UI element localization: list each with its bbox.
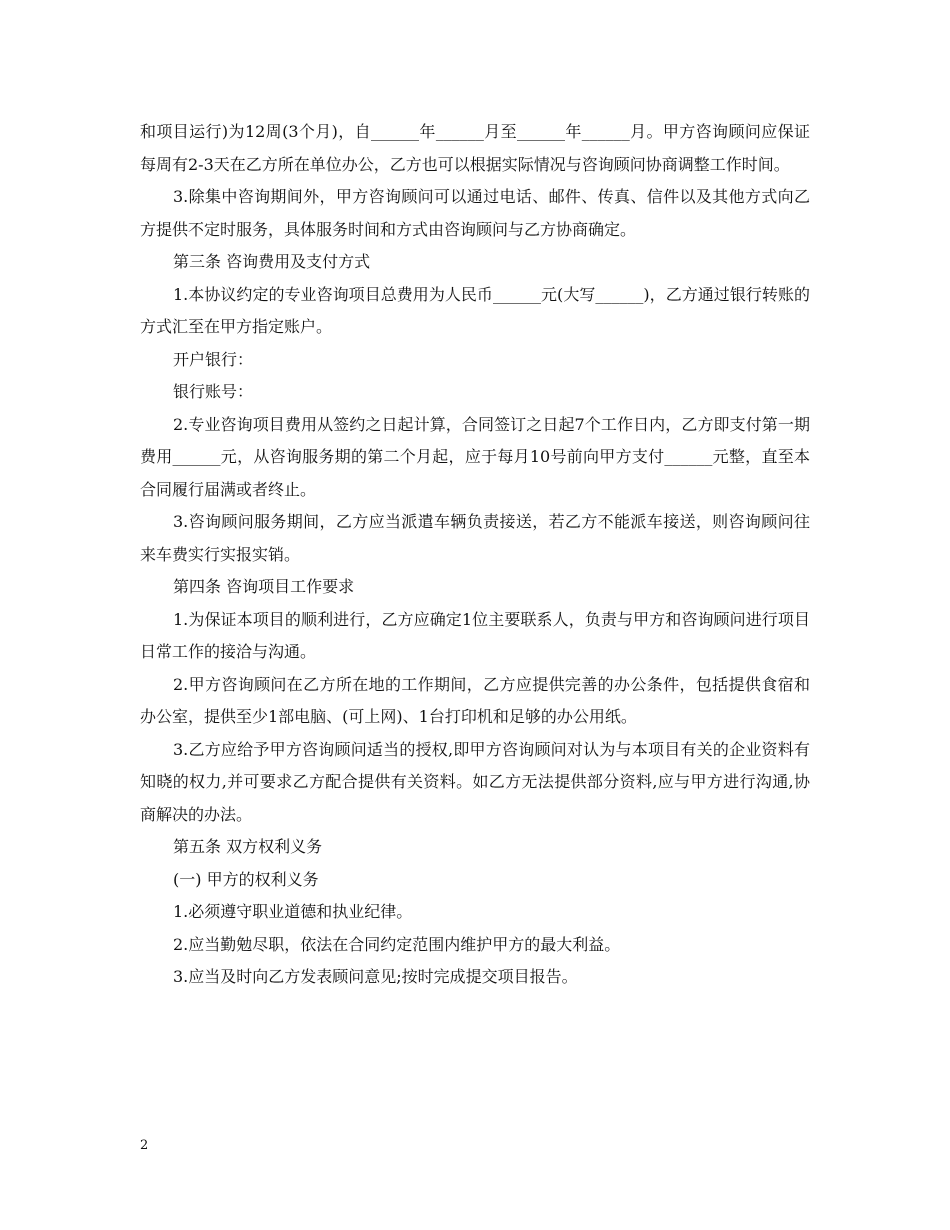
section-heading: 第四条 咨询项目工作要求 bbox=[173, 577, 355, 596]
paragraph: 银行账号： bbox=[173, 382, 254, 401]
section-heading: 第五条 双方权利义务 bbox=[173, 837, 323, 856]
paragraph: 3.乙方应给予甲方咨询顾问适当的授权,即甲方咨询顾问对认为与本项目有关的企业资料有知晓的权力,并可要求乙方配合提供有关资料。如乙方无法提供部分资料,应与甲方进行沟通,协商解决的办法。 bbox=[140, 739, 810, 824]
page-number: 2 bbox=[140, 1138, 149, 1153]
paragraph: 1.为保证本项目的顺利进行，乙方应确定1位主要联系人，负责与甲方和咨询顾问进行项目日常工作的接洽与沟通。 bbox=[140, 609, 810, 661]
paragraph: 2.甲方咨询顾问在乙方所在地的工作期间，乙方应提供完善的办公条件，包括提供食宿和办公室，提供至少1部电脑、(可上网)、1台打印机和足够的办公用纸。 bbox=[140, 674, 810, 726]
paragraph: 3.应当及时向乙方发表顾问意见;按时完成提交项目报告。 bbox=[173, 967, 578, 986]
paragraph: 2.专业咨询项目费用从签约之日起计算，合同签订之日起7个工作日内，乙方即支付第一期费用______元，从咨询服务期的第二个月起，应于每月10号前向甲方支付______元整，直至本合同履行届满或者终止。 bbox=[140, 414, 810, 499]
paragraph: 3.除集中咨询期间外，甲方咨询顾问可以通过电话、邮件、传真、信件以及其他方式向乙方提供不定时服务，具体服务时间和方式由咨询顾问与乙方协商确定。 bbox=[140, 187, 810, 239]
paragraph: 2.应当勤勉尽职，依法在合同约定范围内维护甲方的最大利益。 bbox=[173, 934, 621, 954]
paragraph: 1.必须遵守职业道德和执业纪律。 bbox=[173, 902, 413, 921]
paragraph: 和项目运行)为12周(3个月)，自______年______月至______年______月。甲方咨询顾问应保证每周有2-3天在乙方所在单位办公，乙方也可以根据实际情况与咨询顾问协商调整工作时间。 bbox=[140, 122, 810, 174]
paragraph: 3.咨询顾问服务期间，乙方应当派遣车辆负责接送，若乙方不能派车接送，则咨询顾问往来车费实行实报实销。 bbox=[140, 512, 810, 564]
paragraph: 开户银行： bbox=[173, 349, 254, 369]
document-body bbox=[140, 116, 810, 994]
subsection-heading: (一) 甲方的权利义务 bbox=[173, 869, 319, 889]
paragraph: 1.本协议约定的专业咨询项目总费用为人民币______元(大写______)，乙方通过银行转账的方式汇至在甲方指定账户。 bbox=[140, 284, 810, 336]
section-heading: 第三条 咨询费用及支付方式 bbox=[173, 252, 371, 271]
